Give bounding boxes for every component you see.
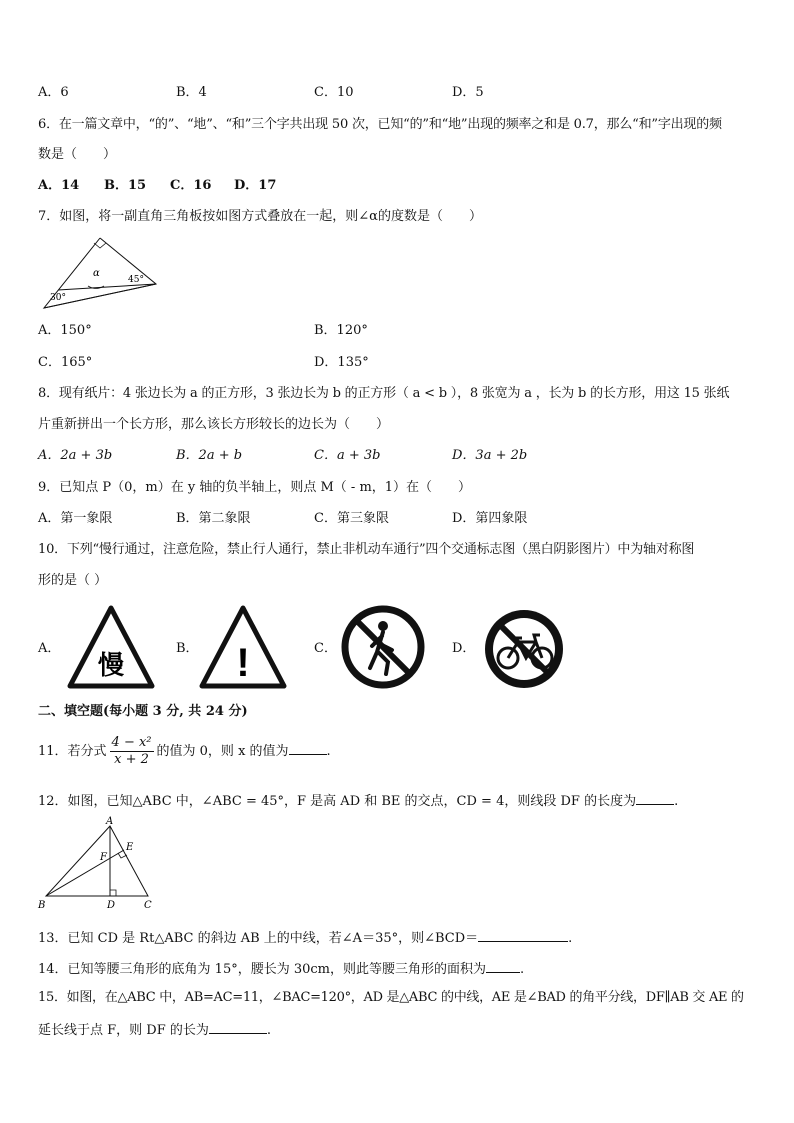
q5-option-b: B．4	[176, 85, 207, 100]
q9-option-b: B．第二象限	[176, 511, 251, 526]
q6-text-line1: 6．在一篇文章中，“的”、“地”、“和”三个字共出现 50 次，已知“的”和“地”出现的频率之和是 0.7，那么“和”字出现的频	[38, 117, 722, 132]
q10-option-b-label: B．	[176, 641, 199, 656]
q12-text: 12．如图，已知△ABC 中，∠ABC = 45°，F 是高 AD 和 BE 的交点，CD = 4，则线段 DF 的长度为	[38, 794, 637, 809]
q12-label-b: B	[38, 900, 46, 911]
q12-end: .	[674, 794, 679, 809]
q7-option-b: B．120°	[314, 323, 368, 338]
q11-suffix: 的值为 0，则 x 的值为	[156, 744, 289, 759]
sign-slow-text: 慢	[97, 651, 125, 681]
section-2-title: 二、填空题(每小题 3 分, 共 24 分)	[38, 704, 248, 719]
q12-label-d: D	[107, 900, 116, 911]
q10-text-line2: 形的是（ ）	[38, 573, 108, 588]
q7-45-label: 45°	[128, 275, 144, 285]
q6-option-c: C．16	[170, 178, 212, 193]
q12-label-c: C	[144, 900, 152, 911]
q10-option-d-label: D．	[452, 641, 476, 656]
q5-option-c: C．10	[314, 85, 354, 100]
q7-text: 7．如图，将一副直角三角板按如图方式叠放在一起，则∠α的度数是（ ）	[38, 209, 482, 224]
q5-option-d: D．5	[452, 85, 484, 100]
q7-option-d: D．135°	[314, 355, 369, 370]
q11-prefix: 11．若分式	[38, 744, 107, 759]
q13-end: .	[568, 931, 573, 946]
q8-text-line2: 片重新拼出一个长方形，那么该长方形较长的边长为（ ）	[38, 417, 390, 432]
q12-label-a: A	[106, 816, 114, 827]
q13-line	[38, 927, 572, 948]
q10-option-a-label: A．	[38, 641, 61, 656]
q13-answer-blank[interactable]	[478, 927, 568, 942]
q10-text-line1: 10．下列“慢行通过，注意危险，禁止行人通行，禁止非机动车通行”四个交通标志图（黑白阴影图片）中为轴对称图	[38, 542, 695, 557]
q7-30-label: 30°	[50, 293, 66, 303]
q12-figure	[38, 818, 158, 914]
sign-danger-icon	[200, 606, 286, 688]
q6-option-d: D．17	[234, 178, 277, 193]
q9-text: 9．已知点 P（0，m）在 y 轴的负半轴上，则点 M（ - m，1）在（ ）	[38, 480, 472, 495]
q15-text-line1: 15．如图，在△ABC 中，AB=AC=11，∠BAC=120°，AD 是△ABC 的中线，AE 是∠BAD 的角平分线，DF∥AB 交 AE 的	[38, 990, 744, 1005]
sign-no-bicycle-icon	[480, 606, 568, 692]
q11-fraction	[110, 735, 154, 768]
q9-option-c: C．第三象限	[314, 511, 389, 526]
q6-option-b: B．15	[104, 178, 147, 193]
q14-end: .	[520, 962, 525, 977]
q7-option-a: A．150°	[38, 323, 92, 338]
q6-text-line2: 数是（ ）	[38, 147, 117, 162]
q15-line2	[38, 1019, 271, 1040]
q14-line	[38, 958, 524, 979]
q8-option-a: A．2a + 3b	[38, 448, 113, 463]
q11-answer-blank[interactable]	[289, 740, 327, 755]
q13-text: 13．已知 CD 是 Rt△ABC 的斜边 AB 上的中线，若∠A＝35°，则∠BCD＝	[38, 931, 479, 946]
q10-option-c-label: C．	[314, 641, 337, 656]
q11-numerator: 4 − x²	[111, 735, 152, 750]
q12-line	[38, 790, 678, 811]
q8-text-line1: 8．现有纸片：4 张边长为 a 的正方形，3 张边长为 b 的正方形（ a < b ），8 张宽为 a ，长为 b 的长方形，用这 15 张纸	[38, 386, 730, 401]
q14-answer-blank[interactable]	[486, 958, 520, 973]
q12-label-f: F	[100, 852, 107, 863]
q15-answer-blank[interactable]	[209, 1019, 267, 1034]
q12-label-e: E	[126, 842, 134, 853]
q8-option-b: B．2a + b	[176, 448, 243, 463]
q6-option-a: A．14	[38, 178, 80, 193]
q11-denominator: x + 2	[114, 752, 149, 767]
q9-option-d: D．第四象限	[452, 511, 528, 526]
sign-slow-icon	[68, 606, 154, 688]
q15-end: .	[266, 1023, 272, 1038]
sign-no-pedestrian-icon	[340, 604, 426, 690]
q5-option-a: A．6	[38, 85, 69, 100]
q9-option-a: A．第一象限	[38, 511, 113, 526]
q7-figure	[38, 234, 158, 314]
q11-end: .	[326, 744, 331, 759]
q14-text: 14．已知等腰三角形的底角为 15°，腰长为 30cm，则此等腰三角形的面积为	[38, 962, 486, 977]
q11-line	[38, 733, 331, 773]
q15-text-line2: 延长线于点 F，则 DF 的长为	[38, 1023, 209, 1038]
q8-option-c: C．a + 3b	[314, 448, 381, 463]
q12-answer-blank[interactable]	[636, 790, 674, 805]
q7-option-c: C．165°	[38, 355, 93, 370]
q7-alpha-label: α	[93, 268, 100, 279]
q8-option-d: D．3a + 2b	[452, 448, 528, 463]
sign-danger-text: !	[236, 641, 250, 685]
